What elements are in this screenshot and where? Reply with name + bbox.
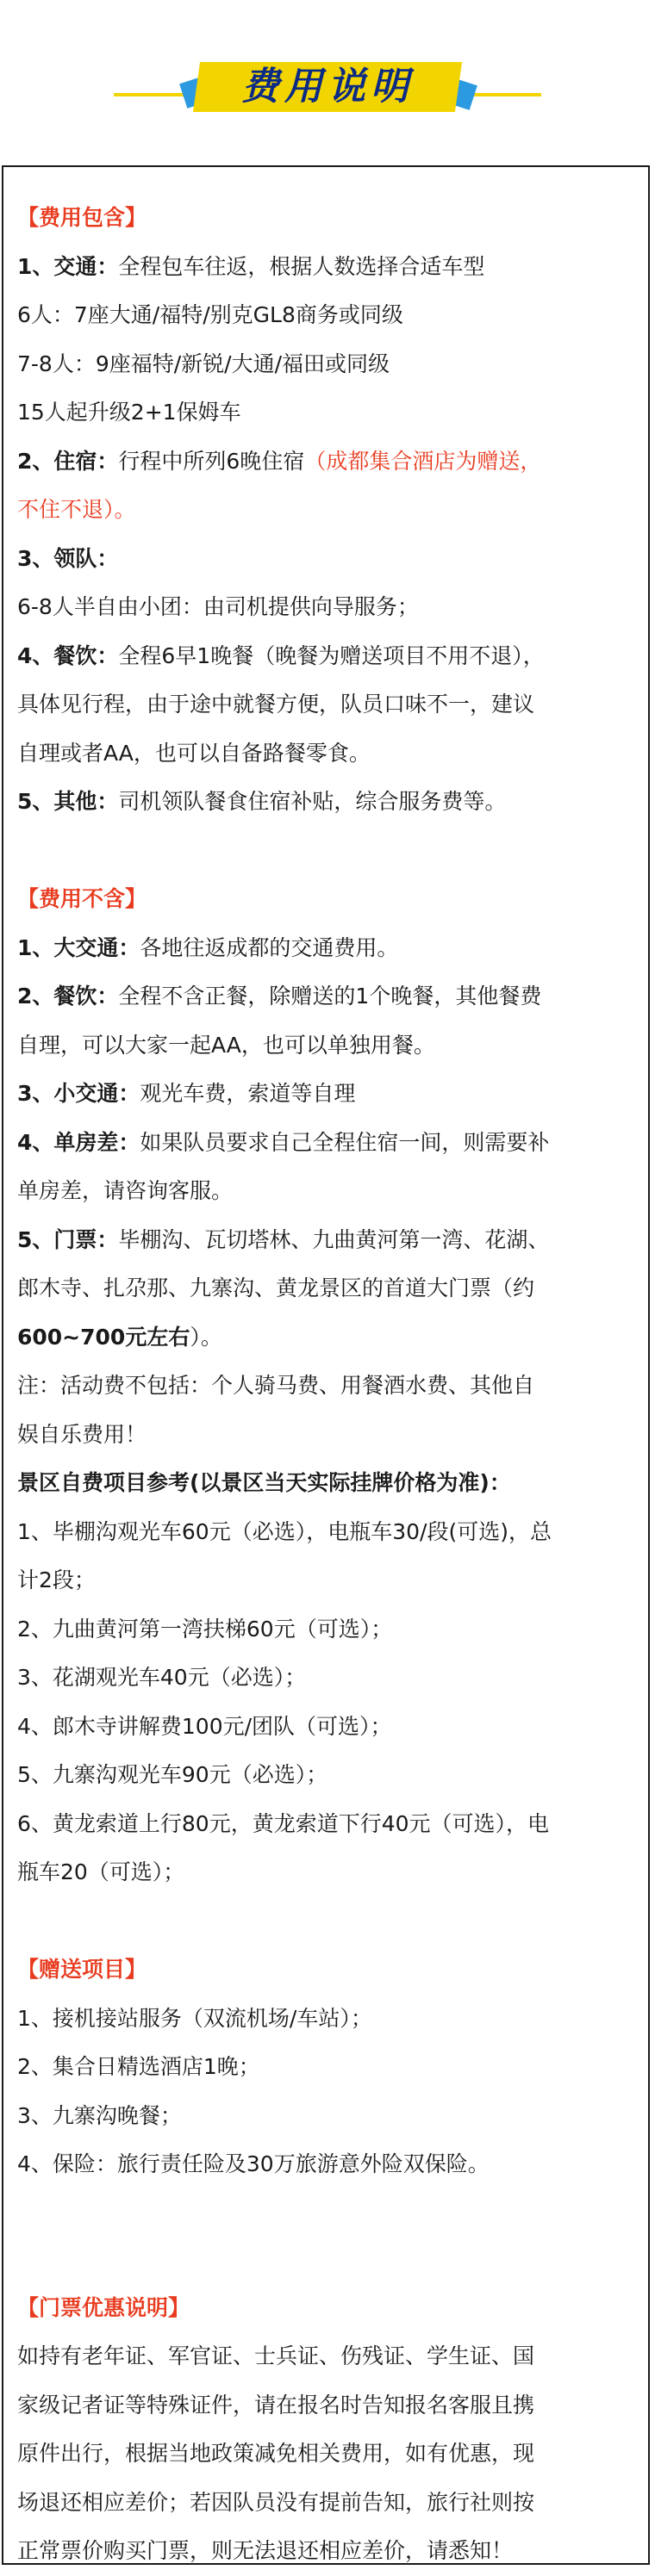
item-label: 4、单房差：: [17, 1129, 140, 1155]
item-label: 4、餐饮：: [17, 642, 119, 668]
included-hotel: [17, 438, 638, 487]
gift-item: 4、保险：旅行责任险及30万旅游意外险双保险。: [17, 2151, 490, 2176]
item-label: 5、其他：: [17, 789, 119, 814]
included-car-6: 6人：7座大通/福特/别克GL8商务或同级: [17, 302, 403, 327]
included-transport: [17, 243, 638, 292]
discount-line: 家级记者证等特殊证件，请在报名时告知报名客服且携: [17, 2392, 535, 2418]
self-pay-item: 5、九寨沟观光车90元（必选）；: [17, 1762, 328, 1787]
discount-line: 正常票价购买门票，则无法退还相应差价，请悉知！: [17, 2538, 514, 2563]
self-pay-item: 4、郎木寺讲解费100元/团队（可选）；: [17, 1713, 392, 1739]
item-label: 5、门票：: [17, 1226, 119, 1252]
included-car-7-8: 7-8人：9座福特/新锐/大通/福田或同级: [17, 351, 390, 376]
hotel-note: （成都集合酒店为赠送，: [304, 448, 542, 474]
page-title: 费用说明: [241, 65, 414, 109]
included-hotel-note-cont: 不住不退）。: [17, 497, 136, 522]
excluded-tickets-line3: [17, 1313, 638, 1362]
discount-line: 如持有老年证、军官证、士兵证、伤残证、学生证、国: [17, 2343, 535, 2368]
item-text: 全程6早1晚餐（晚餐为赠送项目不用不退），: [118, 642, 545, 668]
gift-item: 2、集合日精选酒店1晚；: [17, 2054, 260, 2079]
excluded-tickets-line2: 郎木寺、扎尕那、九寨沟、黄龙景区的首道大门票（约: [17, 1276, 535, 1300]
gift-item: 3、九寨沟晚餐；: [17, 2102, 182, 2128]
excluded-single-room-line2: 单房差，请咨询客服。: [17, 1178, 234, 1203]
excluded-small-transport: [17, 1070, 638, 1119]
item-text: 如果队员要求自己全程住宿一间，则需要补: [140, 1129, 550, 1155]
included-meals-line3: 自理或者AA，也可以自备路餐零食。: [17, 740, 371, 766]
excluded-single-room: [17, 1119, 638, 1168]
self-pay-item: 6、黄龙索道上行80元，黄龙索道下行40元（可选），电: [17, 1810, 550, 1836]
item-text: 司机领队餐食住宿补贴，综合服务费等。: [118, 789, 507, 814]
section-heading-included: 【费用包含】: [17, 205, 147, 230]
item-text: 毕棚沟、瓦切塔林、九曲黄河第一湾、花湖、: [118, 1226, 550, 1252]
item-label: 2、住宿：: [17, 448, 119, 474]
self-pay-item: 3、花湖观光车40元（必选）；: [17, 1665, 307, 1690]
content-body: [17, 194, 638, 2576]
self-pay-item: 计2段；: [17, 1567, 96, 1592]
item-text: 行程中所列6晚住宿: [118, 448, 305, 474]
self-pay-item: 瓶车20（可选）；: [17, 1859, 185, 1884]
self-pay-item: 1、毕棚沟观光车60元（必选），电瓶车30/段(可选)，总: [17, 1518, 552, 1544]
included-meals: [17, 632, 638, 681]
excluded-note-line2: 娱自乐费用！: [17, 1421, 147, 1447]
section-heading-excluded: 【费用不含】: [17, 886, 147, 911]
section-heading-gifts: 【赠送项目】: [17, 1957, 147, 1982]
item-text: 全程不含正餐，除赠送的1个晚餐，其他餐费: [118, 984, 542, 1009]
ticket-price-range: 600~700元左右: [17, 1324, 190, 1350]
self-pay-item: 2、九曲黄河第一湾扶梯60元（可选）；: [17, 1616, 393, 1642]
self-pay-title: 景区自费项目参考(以景区当天实际挂牌价格为准)：: [17, 1470, 511, 1495]
included-car-15: 15人起升级2+1保姆车: [17, 400, 241, 425]
item-label: 3、小交通：: [17, 1081, 140, 1106]
discount-line: 场退还相应差价；若因队员没有提前告知，旅行社则按: [17, 2489, 535, 2515]
item-text: 全程包车往返，根据人数选择合适车型: [118, 253, 485, 279]
ticket-price-end: ）。: [190, 1324, 222, 1350]
gift-item: 1、接机接站服务（双流机场/车站）；: [17, 2005, 372, 2031]
included-other: [17, 778, 638, 827]
excluded-meals: [17, 972, 638, 1021]
item-text: 各地往返成都的交通费用。: [140, 934, 399, 960]
included-leader-text: 6-8人半自由小团：由司机提供向导服务；: [17, 594, 419, 619]
excluded-meals-line2: 自理，可以大家一起AA，也可以单独用餐。: [17, 1032, 435, 1058]
header-banner: [0, 0, 655, 164]
section-heading-ticket-discount: 【门票优惠说明】: [17, 2294, 190, 2320]
excluded-tickets: [17, 1216, 638, 1265]
item-label: 1、交通：: [17, 253, 119, 279]
excluded-big-transport: [17, 924, 638, 973]
item-label: 2、餐饮：: [17, 984, 119, 1009]
item-text: 观光车费，索道等自理: [140, 1081, 356, 1106]
discount-line: 原件出行，根据当地政策减免相关费用，如有优惠，现: [17, 2441, 535, 2466]
item-label: 1、大交通：: [17, 934, 140, 960]
included-leader-label: 3、领队：: [17, 545, 119, 571]
included-meals-line2: 具体见行程，由于途中就餐方便，队员口味不一，建议: [17, 692, 535, 717]
excluded-note: 注：活动费不包括：个人骑马费、用餐酒水费、其他自: [17, 1373, 535, 1398]
